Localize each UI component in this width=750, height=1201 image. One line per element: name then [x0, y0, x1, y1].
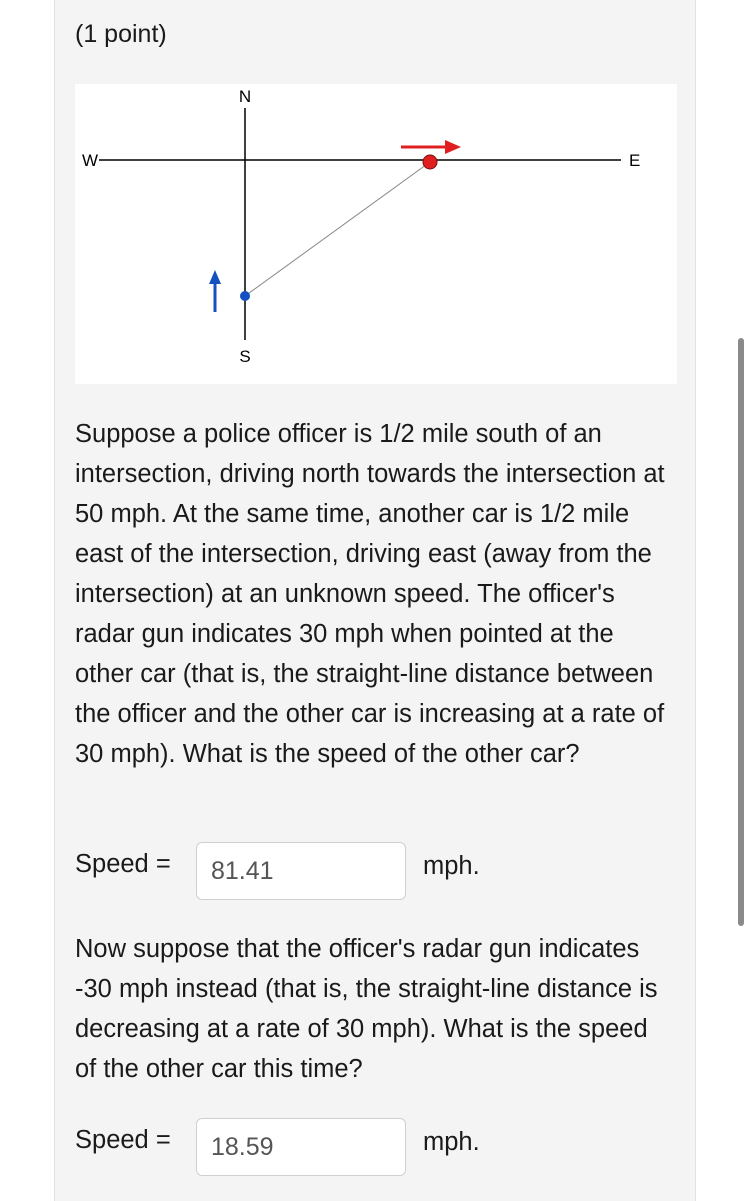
answer-row-1 [75, 840, 675, 900]
officer-dot [240, 291, 250, 301]
north-label: N [238, 87, 252, 106]
other-car-dot [423, 155, 437, 169]
west-label: W [82, 151, 99, 170]
south-label: S [239, 347, 251, 366]
sight-line [245, 162, 430, 296]
intersection-diagram [75, 84, 677, 384]
point-value: (1 point) [75, 20, 167, 48]
scrollbar[interactable] [738, 338, 744, 926]
speed-label-2: Speed = [75, 1126, 171, 1154]
speed-label-1: Speed = [75, 850, 171, 878]
speed-input-1[interactable] [196, 842, 406, 900]
east-label: E [629, 151, 641, 170]
speed-input-2[interactable] [196, 1118, 406, 1176]
diagram-svg [75, 84, 677, 384]
question-text-part1: Suppose a police officer is 1/2 mile south of an intersection, driving north towards the intersection at 50 mph. At the same time, another car is 1/2 mile east of the intersection, driving east (away from the intersection) at an unknown speed. The officer's radar gun indicates 30 mph when pointed at the other car (that is, the straight-line distance between the officer and the other car is increasing at a rate of 30 mph). What is the speed of the other car? [75, 420, 665, 768]
unit-label-1: mph. [423, 852, 480, 880]
unit-label-2: mph. [423, 1128, 480, 1156]
officer-arrow-icon [209, 270, 221, 312]
other-car-arrow-icon [401, 140, 461, 154]
problem-panel [54, 0, 696, 1201]
answer-row-2 [75, 1116, 675, 1176]
question-text-part2: Now suppose that the officer's radar gun indicates -30 mph instead (that is, the straight-line distance is decreasing at a rate of 30 mph). What is the speed of the other car this time? [75, 935, 658, 1083]
